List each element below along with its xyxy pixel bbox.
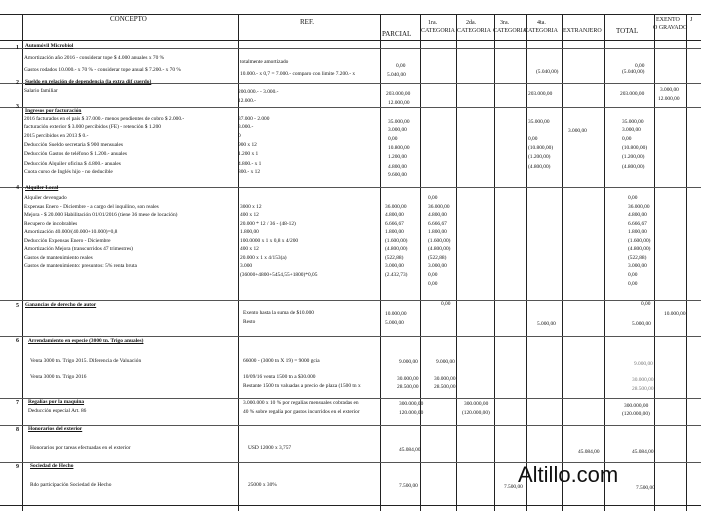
s6-r2-cat1: 30.000,00	[434, 376, 456, 382]
header-cat3-line2: CATEGORIA	[493, 28, 527, 34]
header-cat3-line1: 3ra.	[500, 20, 510, 26]
s1-r2-cat4: (5.040,00)	[536, 69, 559, 75]
header-cat2-line1: 2da.	[466, 20, 477, 26]
s3-row-concept: Deducción Sueldo secretaria $ 900 mensuales	[24, 142, 123, 148]
s4-row-concept: Mejora - $ 20.000 Habilitación 01/01/2016 (tiene 36 mese de locación)	[24, 212, 178, 218]
s4-row-ref: 20.000 x 1 x 4/153(a)	[240, 255, 287, 261]
s1-number: 1	[16, 45, 19, 51]
header-exento-line2: O GRAVADO	[653, 25, 688, 31]
s3-title: Ingresos por facturación	[25, 108, 82, 114]
header-cat4-line2: CATEGORIA	[524, 28, 558, 34]
s9-r1-cat3: 7.500,00	[504, 484, 523, 490]
sep-1	[0, 48, 701, 49]
s8-r1-parcial: 45.084,00	[399, 447, 421, 453]
s1-r2-total: (5.040,00)	[622, 69, 645, 75]
s4-row-parcial: 4.800,00	[385, 212, 404, 218]
s3-row-extranjero: 3.000,00	[568, 128, 587, 134]
s4-row-total: 0,00	[628, 195, 638, 201]
s4-row-ref: 20.000 * 12 / 36 - (48-12)	[240, 221, 296, 227]
s4-row-parcial: 36.000,00	[385, 204, 407, 210]
s5-number: 5	[16, 303, 19, 309]
s3-row-cat4: 0,00	[528, 136, 538, 142]
s6-r1-parcial: 9.000,00	[399, 359, 418, 365]
s7-title: Regalías por la maquina	[28, 399, 85, 405]
s4-row-parcial: (4.800,00)	[385, 246, 408, 252]
s1-r1-ref: totalmente amortizado	[240, 59, 289, 65]
s2-r1-total: 203.000,00	[620, 91, 645, 97]
s4-number: 4	[16, 185, 19, 191]
s1-r2-parcial: 5.040,00	[387, 72, 406, 78]
s4-row-parcial: (522,88)	[385, 255, 404, 261]
s4-row-concept: Alquiler devengado	[24, 195, 67, 201]
s6-r3-total: 28.500,00	[632, 386, 654, 392]
s3-row-total: 35.000,00	[622, 119, 644, 125]
s4-row-cat1: (522,88)	[428, 255, 447, 261]
s6-r3-parcial: 28.500,00	[397, 384, 419, 390]
s1-r2-concept: Gastos rodados 10.000.- x 70 % - considerar tope anual $ 7.200.- x 70 %	[24, 67, 181, 73]
col-line-cat3	[494, 14, 495, 511]
s4-row-ref: 3000 x 12	[240, 204, 262, 210]
s4-row-total: (4.800,00)	[628, 246, 651, 252]
sep-7	[0, 398, 701, 399]
header-exento-line1: EXENTO	[656, 17, 680, 23]
s3-row-concept: Deducción Gastos de teléfono $ 1.200.- anuales	[24, 151, 127, 157]
s3-row-ref: 0	[238, 133, 241, 139]
s4-row-total: 36.000,00	[628, 204, 650, 210]
s4-row-cat1: 0,00	[428, 281, 438, 287]
header-extra: J	[690, 17, 693, 23]
s3-row-parcial: 35.000,00	[388, 119, 410, 125]
s2-r1-cat4: 203.000,00	[528, 91, 553, 97]
s3-row-cat4: (1.200,00)	[528, 154, 551, 160]
s3-row-concept: facturación exterior $ 3.000 percibidos (FE) - retención $ 1.200	[24, 124, 161, 130]
s1-r2-ref: 10.000.- x 0,7 = 7.000.- comparo con limite 7.200.- x	[240, 71, 356, 77]
s4-row-parcial: 6.666,67	[385, 221, 404, 227]
s6-r2-total: 30.000,00	[632, 377, 654, 383]
s2-r1-parcial: 203.000,00	[386, 91, 411, 97]
col-line-exento	[654, 14, 655, 511]
s4-row-parcial: 1.800,00	[385, 229, 404, 235]
s7-r1-ref: 3.000.000 x 10 % por regalías mensuales cobradas en	[243, 400, 359, 406]
s2-r1-ref: 200.000.- - 3.000.-	[238, 89, 279, 95]
s4-title: Alquiler Local	[25, 185, 59, 191]
s3-row-parcial: 1.200,00	[388, 154, 407, 160]
s2-r1-exento: 3.000,00	[660, 87, 679, 93]
s4-row-total: 6.666,67	[628, 221, 647, 227]
header-extranjero: EXTRANJERO	[563, 28, 602, 34]
s1-r1-total: 0,00	[635, 63, 645, 69]
s9-r1-parcial: 7.500,00	[399, 483, 418, 489]
s3-row-parcial: 9.600,00	[388, 172, 407, 178]
col-line-total	[604, 14, 605, 511]
s4-row-ref: 400 x 12	[240, 212, 259, 218]
s3-row-total: (10.800,00)	[622, 145, 648, 151]
s4-row-concept: Deducción Expensas Enero - Diciembre	[24, 238, 111, 244]
s5-r1-parcial: 10.000,00	[385, 311, 407, 317]
col-line-left	[22, 14, 23, 511]
s6-r2-ref: 10/09/16 venta 1500 tn a $30.000	[243, 374, 316, 380]
bottom-line	[0, 505, 701, 506]
s8-r1-concept: Honorarios por tareas efectuadas en el exterior	[30, 445, 131, 451]
s2-r2-ref: 12.000.-	[238, 98, 256, 104]
s9-r1-concept: Rdo participación Sociedad de Hecho	[30, 482, 112, 488]
s5-top-cat1: 0,00	[441, 301, 451, 307]
s4-row-concept: Amortización 40.000/(40.000+10.000)=0,8	[24, 229, 118, 235]
s8-r1-total: 45.084,00	[632, 449, 654, 455]
s4-row-total: 4.800,00	[628, 212, 647, 218]
header-cat1-line2: CATEGORIA	[421, 28, 455, 34]
header-bottom-line	[0, 40, 701, 41]
s4-row-ref: 3.000	[240, 263, 253, 269]
s2-title: Sueldo en relación de dependencia (la extra dif cuerdo)	[25, 79, 152, 85]
s4-row-total: 0,00	[628, 272, 638, 278]
s7-r2-parcial: 120.000,00	[399, 410, 424, 416]
header-cat1-line1: 1ra.	[428, 20, 438, 26]
s4-row-cat1: 36.000,00	[428, 204, 450, 210]
s4-row-parcial: 3.000,00	[385, 263, 404, 269]
s6-r2-parcial: 30.000,00	[397, 376, 419, 382]
s5-title: Ganancias de derecho de autor	[25, 302, 97, 308]
s9-number: 9	[16, 464, 19, 470]
s4-row-cat1: (1.600,00)	[428, 238, 451, 244]
s6-r1-cat1: 9.000,00	[436, 359, 455, 365]
s3-row-ref: 4.800.- x 1	[238, 161, 262, 167]
s4-row-cat1: 4.800,00	[428, 212, 447, 218]
s4-row-ref: 100.0000 x 1 x 0,8 x 4/200	[240, 238, 299, 244]
s3-row-ref: 800.- x 12	[238, 169, 261, 175]
s8-title: Honorarios del exterior	[28, 426, 83, 432]
s8-r1-ref: USD 12000 x 3,757	[248, 445, 292, 451]
s4-row-parcial: (2.432,73)	[385, 272, 408, 278]
s7-r2-total: (120.000,00)	[622, 411, 650, 417]
col-line-right	[686, 14, 687, 511]
header-top-line	[0, 14, 701, 15]
s6-r2-concept: Venta 3000 tn. Trigo 2016	[30, 374, 87, 380]
s5-r2-ref: Resto	[243, 319, 256, 325]
s3-row-ref: 1.200 x 1	[238, 151, 259, 157]
col-line-cat2	[456, 14, 457, 511]
s3-row-total: (1.200,00)	[622, 154, 645, 160]
sep-4	[0, 187, 701, 188]
s4-row-concept: Gastos de mantenimiento: presuntos: 5% renta bruta	[24, 263, 137, 269]
col-line-extranjero	[562, 14, 563, 511]
s3-row-parcial: 0,00	[388, 136, 398, 142]
col-line-cat4	[526, 14, 527, 511]
s4-row-concept: Expensas Enero - Diciembre - a cargo del inquilino, son reales	[24, 204, 159, 210]
s6-r1-total: 9.000,00	[634, 361, 653, 367]
s4-row-total: 1.800,00	[628, 229, 647, 235]
s1-r1-parcial: 0,00	[396, 63, 406, 69]
header-cat4-line1: 4ta.	[537, 20, 546, 26]
s8-number: 8	[16, 427, 19, 433]
s5-r2-cat4: 5.000,00	[537, 321, 556, 327]
watermark: Altillo.com	[518, 462, 619, 487]
s6-number: 6	[16, 338, 19, 344]
s8-r1-extranjero: 45.084,00	[578, 449, 600, 455]
s1-r1-concept: Amortización año 2016 - considerar tope $ 4.000 anuales x 70 %	[24, 55, 165, 61]
s3-row-concept: Cuota curso de Inglés hijo - no deducible	[24, 169, 113, 175]
col-line-cat1	[420, 14, 421, 511]
s3-row-concept: 2016 facturados en el país $ 37.000.- menos pendientes de cobro $ 2.000.-	[24, 116, 185, 122]
s3-row-ref: 900 x 12	[238, 142, 257, 148]
s3-row-total: 3.000,00	[622, 127, 641, 133]
s4-row-total: 3.000,00	[628, 263, 647, 269]
s9-title: Sociedad de Hecho	[30, 463, 74, 469]
sep-6	[0, 336, 701, 337]
s9-r1-ref: 25000 x 30%	[248, 482, 277, 488]
s5-r2-parcial: 5.000,00	[385, 320, 404, 326]
s4-row-concept: Recupero de incobrables	[24, 221, 78, 227]
s4-row-ref: 1.800,00	[240, 229, 259, 235]
s3-row-cat4: (4.800,00)	[528, 164, 551, 170]
header-ref: REF.	[300, 18, 315, 26]
sep-8	[0, 425, 701, 426]
s4-row-parcial: (1.600,00)	[385, 238, 408, 244]
s7-r2-ref: 40 % sobre regalía por gastos incurridos en el exterior	[243, 409, 360, 415]
s6-r3-ref: Restante 1500 tn valuadas a precio de plaza (1500 tn x	[243, 383, 361, 389]
s4-row-cat1: 3.000,00	[428, 263, 447, 269]
s7-r1-cat2: 300.000,00	[464, 401, 489, 407]
s6-title: Arrendamiento en especie (3000 tn. Trigo anuales)	[28, 338, 144, 344]
s4-row-cat1: 0,00	[428, 195, 438, 201]
s3-row-total: 0,00	[622, 136, 632, 142]
s6-r1-ref: 66000 - (3000 tn X 19) = 9000 gcia	[243, 358, 320, 364]
s4-row-cat1: (4.800,00)	[428, 246, 451, 252]
s7-r2-cat2: (120.000,00)	[462, 410, 490, 416]
s2-r2-exento: 12.000,00	[658, 96, 680, 102]
s2-r1-concept: Salario familiar	[24, 88, 58, 94]
s3-row-ref: 3.000.-	[238, 124, 254, 130]
col-line-parcial	[380, 14, 381, 511]
s4-row-total: (522,88)	[628, 255, 647, 261]
s4-row-total: 0,00	[628, 281, 638, 287]
s4-row-total: (1.600,00)	[628, 238, 651, 244]
s1-title: Automóvil Microbiol	[25, 43, 74, 49]
s6-r3-cat1: 28.500,00	[434, 384, 456, 390]
s3-row-parcial: 3.000,00	[388, 127, 407, 133]
s3-row-concept: 2015 percibidos en 2013 $ 0.-	[24, 133, 89, 139]
s4-row-cat1: 6.666,67	[428, 221, 447, 227]
s3-row-total: (4.800,00)	[622, 164, 645, 170]
s3-row-concept: Deducción Alquiler oficina $ 4.800.- anuales	[24, 161, 121, 167]
sep-5	[0, 300, 701, 301]
s4-row-concept: Amortización Mejora (transcurridos 47 trimestres)	[24, 246, 133, 252]
s3-row-cat4: (10.800,00)	[528, 145, 554, 151]
s2-number: 2	[16, 80, 19, 86]
s7-r2-concept: Deducción especial Art. 86	[28, 408, 87, 414]
s4-row-cat1: 0,00	[428, 272, 438, 278]
s3-row-parcial: 10.800,00	[388, 145, 410, 151]
s5-top-total: 0,00	[641, 301, 651, 307]
s4-row-cat1: 1.800,00	[428, 229, 447, 235]
header-total: TOTAL	[616, 27, 639, 35]
s7-r1-parcial: 300.000,00	[399, 401, 424, 407]
s7-number: 7	[16, 400, 19, 406]
s6-r1-concept: Venta 3000 tn. Trigo 2015. Diferencia de Valuación	[30, 358, 142, 364]
s7-r1-total: 300.000,00	[624, 403, 649, 409]
s3-number: 3	[16, 104, 19, 110]
header-concepto: CONCEPTO	[110, 15, 147, 23]
s4-row-ref: 400 x 12	[240, 246, 259, 252]
s3-row-cat4: 35.000,00	[528, 119, 550, 125]
s3-row-ref: 37.000 - 2.000	[238, 116, 270, 122]
s5-r1-ref: Exento hasta la suma de $10.000	[243, 310, 314, 316]
s2-r2-parcial: 12.000,00	[388, 100, 410, 106]
header-parcial: PARCIAL	[382, 30, 412, 38]
s4-row-concept: Gastos de mantenimiento reales	[24, 255, 93, 261]
s4-row-ref: (36000+4800+5454,55+1800)*0,05	[240, 272, 318, 278]
s5-r1-exento: 10.000,00	[664, 311, 686, 317]
s9-r1-total: 7.500,00	[636, 485, 655, 491]
s5-r2-total: 5.000,00	[632, 321, 651, 327]
s3-row-parcial: 4.800,00	[388, 164, 407, 170]
header-cat2-line2: CATEGORIA	[457, 28, 491, 34]
sep-3	[0, 107, 701, 108]
